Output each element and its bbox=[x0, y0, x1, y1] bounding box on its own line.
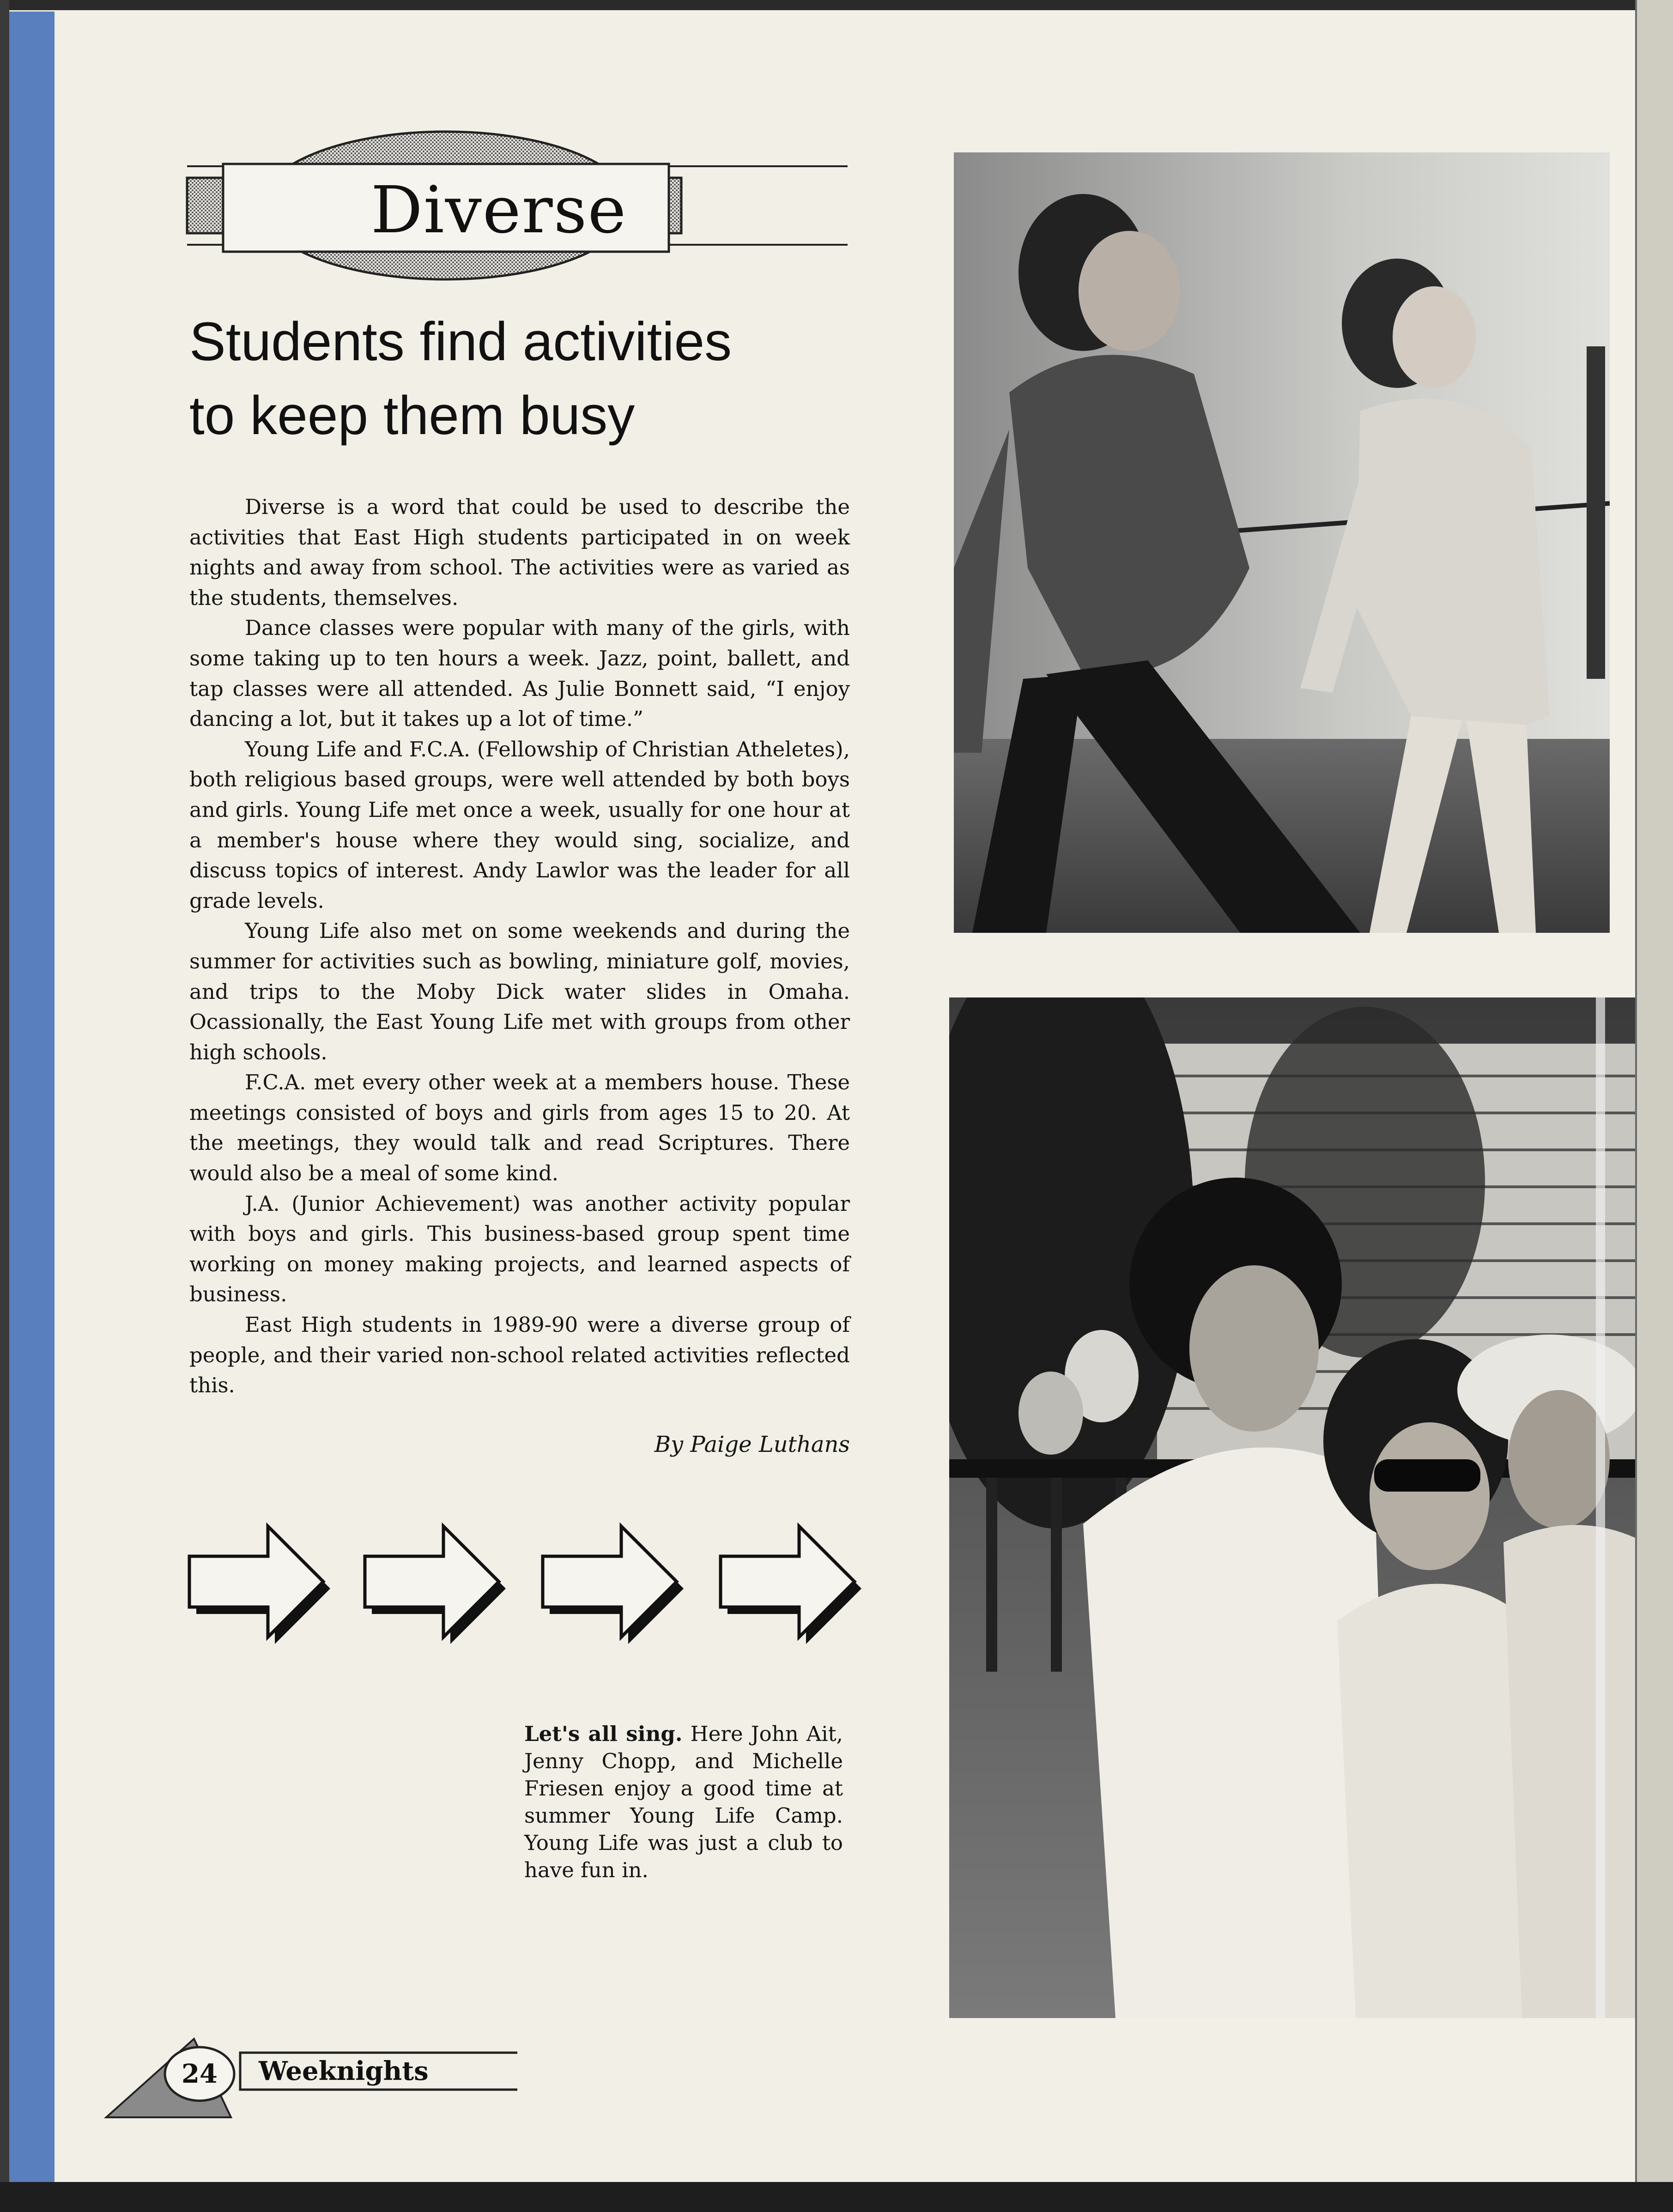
page-folio bbox=[102, 2030, 517, 2131]
caption-text: Here John Ait, Jenny Chopp, and Michelle Friesen enjoy a good time at summer Young Life Camp. Young Life was just a club to have fun in. bbox=[524, 1722, 843, 1882]
headline bbox=[189, 305, 882, 453]
scan-border-left bbox=[0, 0, 9, 2212]
headline-line-1: Students find activities bbox=[189, 311, 732, 372]
article-paragraph: Young Life and F.C.A. (Fellowship of Christian Atheletes), both religious based groups, were well attended by both boys and girls. Young Life met once a week, usually for one hour at a member's house where they would sing, socialize, and discuss topics of interest. Andy Lawlor was the leader for all grade levels. bbox=[189, 737, 850, 913]
page-number: 24 bbox=[182, 2059, 218, 2089]
article-paragraph: Young Life also met on some weekends and during the summer for activities such as bowling, miniature golf, movies, and trips to the Moby Dick water slides in Omaha. Ocassionally, the East Young Life met with groups from other high schools. bbox=[189, 919, 850, 1064]
right-arrow-icon bbox=[714, 1519, 866, 1644]
right-arrow-icon bbox=[358, 1519, 510, 1644]
article-body bbox=[189, 492, 850, 1401]
photo-caption bbox=[524, 1720, 843, 1884]
article-paragraph: Dance classes were popular with many of the girls, with some taking up to ten hours a week. Jazz, point, ballett, and tap classes were all attended. As Julie Bonnett said, “I enjoy dancing a lot, but it takes up a lot of time.” bbox=[189, 616, 850, 731]
arrow-row bbox=[182, 1519, 866, 1644]
adjacent-page-edge bbox=[1635, 0, 1673, 2212]
section-label: Weeknights bbox=[259, 2056, 429, 2086]
right-arrow-icon bbox=[536, 1519, 688, 1644]
headline-line-2: to keep them busy bbox=[189, 385, 635, 446]
scan-border-bottom bbox=[0, 2182, 1673, 2212]
article-paragraph: East High students in 1989-90 were a diverse group of people, and their varied non-school related activities reflected this. bbox=[189, 1312, 850, 1398]
badge-title: Diverse bbox=[370, 172, 627, 248]
article-paragraph: Diverse is a word that could be used to describe the activities that East High students participated in on week nights and away from school. The activities were as varied as the students, themselves. bbox=[189, 495, 850, 610]
article-paragraph: J.A. (Junior Achievement) was another activity popular with boys and girls. This business-based group spent time working on money making projects, and learned aspects of business. bbox=[189, 1191, 850, 1307]
right-arrow-icon bbox=[182, 1519, 335, 1644]
blue-spine-strip bbox=[9, 12, 55, 2189]
byline: By Paige Luthans bbox=[654, 1432, 850, 1457]
young-life-camp-photo bbox=[949, 997, 1635, 2018]
title-badge bbox=[182, 125, 852, 305]
article-paragraph: F.C.A. met every other week at a members house. These meetings consisted of boys and girls from ages 15 to 20. At the meetings, they would talk and read Scriptures. There would also be a meal of some kind. bbox=[189, 1070, 850, 1186]
caption-lead: Let's all sing. bbox=[524, 1722, 683, 1746]
scan-border-top bbox=[0, 0, 1673, 10]
dancers-photo bbox=[954, 152, 1610, 933]
